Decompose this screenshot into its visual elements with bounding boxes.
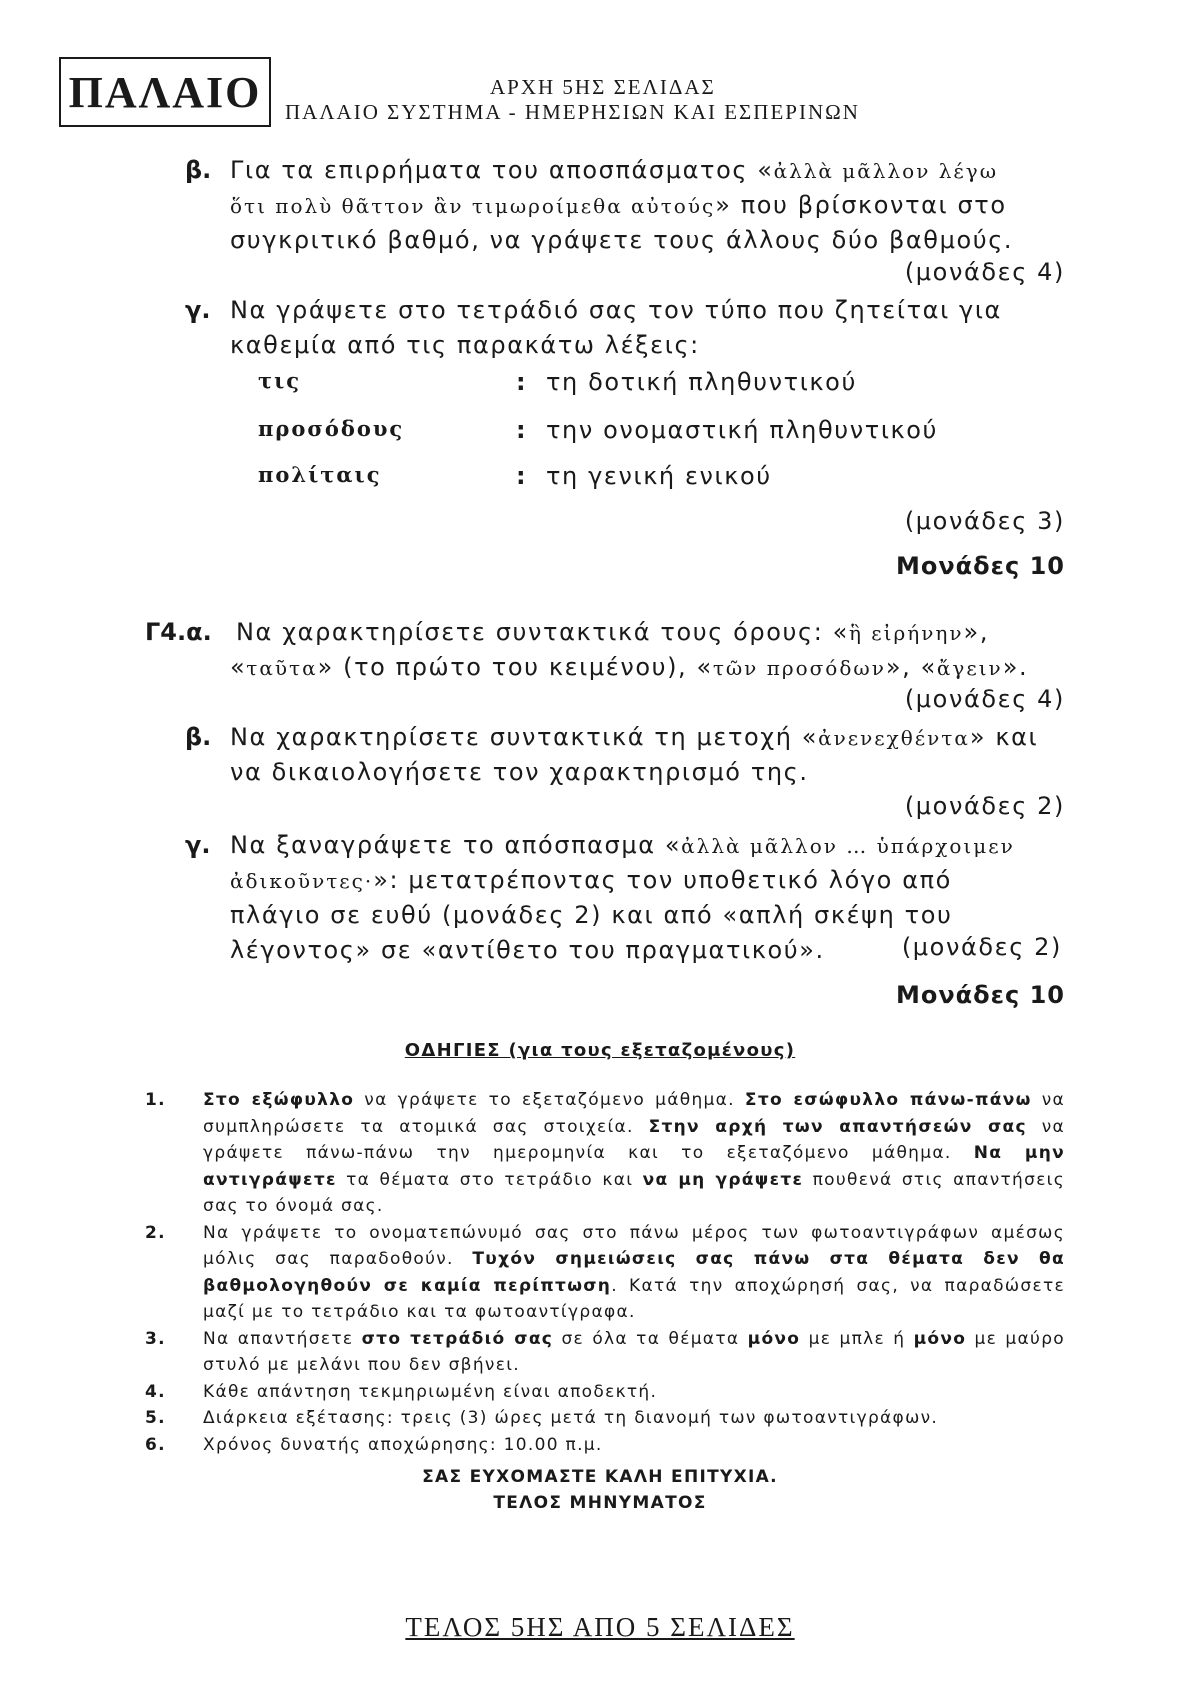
question-text-line: «ταῦτα» (το πρώτο του κειμένου), «τῶν προσόδων», «ἄγειν». (230, 653, 1029, 681)
colon: : (516, 462, 526, 490)
exam-system-label: ΠΑΛΑΙΟ ΣΥΣΤΗΜΑ - ΗΜΕΡΗΣΙΩΝ ΚΑΙ ΕΣΠΕΡΙΝΩΝ (285, 100, 860, 124)
question-text-line: Να χαρακτηρίσετε συντακτικά τη μετοχή «ἀνενεχθέντα» και (230, 723, 1039, 751)
instruction-item: 3. Να απαντήσετε στο τετράδιό σας σε όλα τα θέματα μόνο με μπλε ή μόνο με μαύρο στυλό με μελάνι που δεν σβήνει. (145, 1326, 1065, 1379)
instruction-item: 1. Στο εξώφυλλο να γράψετε το εξεταζόμενο μάθημα. Στο εσώφυλλο πάνω-πάνω να συμπληρώσετε τα ατομικά σας στοιχεία. Στην αρχή των απαντήσεών σας να γράψετε πάνω-πάνω την ημερομηνία και το εξεταζόμενο μάθημα. Να μην αντιγράψετε τα θέματα στο τετράδιο και να μη γράψετε πουθενά στις απαντήσεις σας το όνομά σας. (145, 1087, 1065, 1220)
instruction-number: 4. (145, 1381, 166, 1402)
page-footer-wrap (0, 1612, 1200, 1643)
question-text-line: ὅτι πολὺ θᾶττον ἂν τιμωροίμεθα αὐτούς» που βρίσκονται στο (230, 191, 1007, 219)
old-system-badge: ΠΑΛΑΙΟ (59, 57, 271, 127)
instruction-number: 3. (145, 1328, 166, 1349)
question-text-line: Να ξαναγράψετε το απόσπασμα «ἀλλὰ μᾶλλον … ὑπάρχοιμεν (230, 831, 1015, 859)
marks-label: (μονάδες 2) (904, 792, 1065, 820)
instruction-item: 4. Κάθε απάντηση τεκμηριωμένη είναι αποδεκτή. (145, 1379, 1065, 1406)
instructions-list (145, 1087, 1065, 1458)
instruction-item: 6. Χρόνος δυνατής αποχώρησης: 10.00 π.μ. (145, 1432, 1065, 1459)
question-label: Γ4.α. (145, 618, 212, 646)
question-letter: β. (185, 156, 212, 184)
question-text-line: Για τα επιρρήματα του αποσπάσματος «ἀλλὰ μᾶλλον λέγω (230, 156, 999, 184)
requested-form: τη γενική ενικού (546, 462, 772, 490)
question-text-line: να δικαιολογήσετε τον χαρακτηρισμό της. (230, 758, 809, 786)
question-text-line: συγκριτικό βαθμό, να γράψετε τους άλλους δύο βαθμούς. (230, 226, 1014, 254)
colon: : (516, 416, 526, 444)
requested-form: την ονομαστική πληθυντικού (546, 416, 939, 444)
instruction-item: 2. Να γράψετε το ονοματεπώνυμό σας στο πάνω μέρος των φωτοαντιγράφων αμέσως μόλις σας παραδοθούν. Τυχόν σημειώσεις σας πάνω στα θέματα δεν θα βαθμολογηθούν σε καμία περίπτωση. Κατά την αποχώρησή σας, να παραδώσετε μαζί με το τετράδιο και τα φωτοαντίγραφα. (145, 1220, 1065, 1326)
requested-form: τη δοτική πληθυντικού (546, 368, 857, 396)
marks-label: (μονάδες 4) (904, 258, 1065, 286)
instruction-number: 1. (145, 1090, 166, 1110)
marks-label: (μονάδες 2) (901, 933, 1062, 961)
section-total: Μονάδες 10 (895, 981, 1065, 1009)
page-start-label: ΑΡΧΗ 5ΗΣ ΣΕΛΙΔΑΣ (490, 75, 716, 99)
instructions-title-wrap (0, 1040, 1200, 1061)
section-total: Μονάδες 10 (895, 552, 1065, 580)
instruction-item: 5. Διάρκεια εξέτασης: τρεις (3) ώρες μετά τη διανομή των φωτοαντιγράφων. (145, 1405, 1065, 1432)
question-letter: γ. (185, 296, 211, 324)
word-label: προσόδους (258, 416, 405, 441)
word-label: πολίταις (258, 462, 382, 487)
question-text-line: καθεμία από τις παρακάτω λέξεις: (230, 331, 700, 359)
question-letter: β. (185, 723, 212, 751)
question-text-line: Να γράψετε στο τετράδιό σας τον τύπο που ζητείται για (230, 296, 1002, 324)
good-luck-message: ΣΑΣ ΕΥΧΟΜΑΣΤΕ ΚΑΛΗ ΕΠΙΤΥΧΙΑ. (422, 1467, 778, 1487)
marks-label: (μονάδες 4) (904, 685, 1065, 713)
instruction-number: 2. (145, 1222, 166, 1243)
end-of-message: ΤΕΛΟΣ ΜΗΝΥΜΑΤΟΣ (493, 1493, 707, 1513)
instruction-number: 6. (145, 1434, 166, 1455)
colon: : (516, 368, 526, 396)
instruction-number: 5. (145, 1408, 166, 1428)
marks-label: (μονάδες 3) (904, 507, 1065, 535)
instructions-title: ΟΔΗΓΙΕΣ (για τους εξεταζομένους) (404, 1040, 796, 1061)
question-text-line: πλάγιο σε ευθύ (μονάδες 2) και από «απλή σκέψη του (230, 901, 953, 929)
page-footer: ΤΕΛΟΣ 5ΗΣ ΑΠΟ 5 ΣΕΛΙΔΕΣ (405, 1612, 795, 1642)
word-label: τις (258, 368, 302, 393)
question-text-line: Να χαρακτηρίσετε συντακτικά τους όρους: «ἣ εἰρήνην», (236, 618, 990, 646)
question-letter: γ. (185, 831, 211, 859)
question-text-line: ἀδικοῦντες·»: μετατρέποντας τον υποθετικό λόγο από (230, 866, 952, 894)
question-text-line: λέγοντος» σε «αντίθετο του πραγματικού». (230, 936, 825, 964)
